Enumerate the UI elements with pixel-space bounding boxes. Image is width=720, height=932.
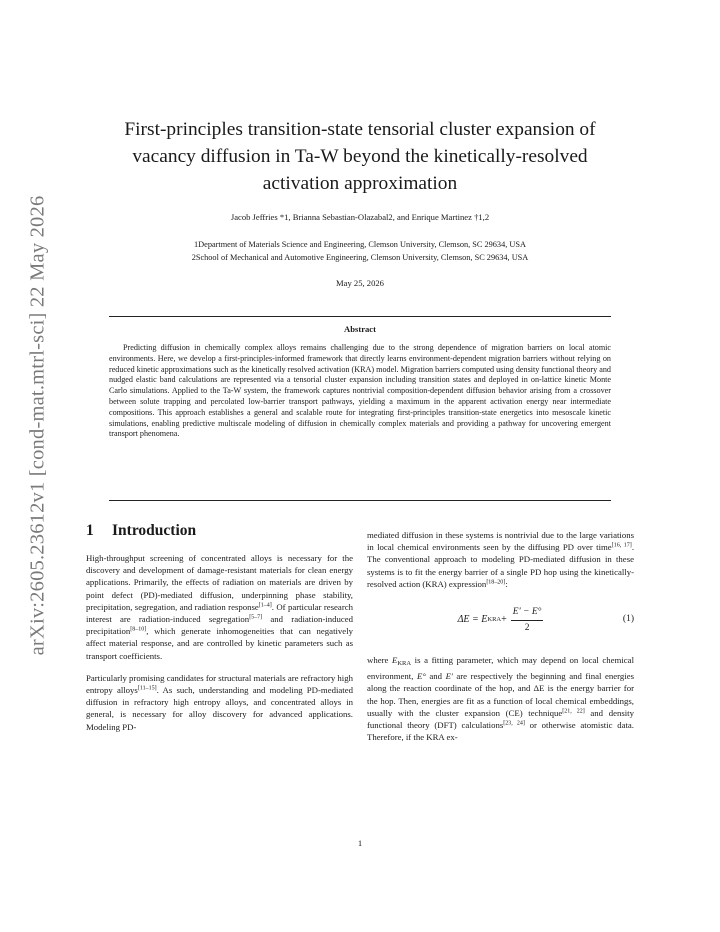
intro-paragraph-2: Particularly promising candidates for structural materials are refractory high entropy alloys[11–15]. As such, understanding and modeling PD-mediated diffusion in refractory high entropy alloys, and concentrated alloys in general, is necessary for alloy discovery for advanced applications. Modeling PD- <box>86 672 353 732</box>
author-list: Jacob Jeffries *1, Brianna Sebastian-Olazabal2, and Enrique Martinez †1,2 <box>230 212 490 222</box>
abstract-heading: Abstract <box>344 324 376 334</box>
kra-equation <box>367 600 634 640</box>
abstract-top-rule <box>109 316 611 317</box>
page-number: 1 <box>357 838 363 848</box>
citation[interactable]: [21, 22] <box>562 708 585 715</box>
equation-body: ΔE = E KRA + $\frac{E' - E^\circ}{2}$ <box>457 607 542 633</box>
citation[interactable]: [11–15] <box>137 685 157 692</box>
intro-paragraph-1: High-throughput screening of concentrated alloys is necessary for the discovery and development of damage-resistant materials for clean energy applications. Primarily, the effects of radiation on materials are driven by point defect (PD)-mediated diffusion, underpinning phase stability, precipitation, segregation, and radiation response[1–4]. Of particular research interest are radiation-induced segregation[5–7] and radiation-induced precipitation[8–10], which generate inhomogeneities that can negatively affect material response, and are controlled by kinetic parameters such as transport coefficients. <box>86 553 353 661</box>
affiliations <box>100 238 620 264</box>
intro-paragraph-3: mediated diffusion in these systems is nontrivial due to the large variations in local chemical environments seen by the diffusing PD over time[16, 17]. The conventional approach to modeling PD-mediated diffusion in these systems is to fit the energy barrier of a single PD hop using the kinetically-resolved action (KRA) expression[18–20]: <box>367 530 634 589</box>
citation[interactable]: [18–20] <box>486 579 506 586</box>
affiliation-1: 1Department of Materials Science and Engineering, Clemson University, Clemson, SC 29634, USA <box>194 240 526 249</box>
right-column <box>367 529 634 753</box>
left-column <box>86 521 353 743</box>
section-title: Introduction <box>112 522 197 539</box>
paper-title: First-principles transition-state tensorial cluster expansion of vacancy diffusion in Ta-W beyond the kinetically-resolved activation approximation <box>124 119 596 194</box>
equation-number: (1) <box>622 614 634 625</box>
intro-paragraph-4: where $E_{KRA}$ is a fitting parameter, which may depend on local chemical environment, E° and E′ are respectively the beginning and final energies along the reaction coordinate of the hop, and ΔE is the energy barrier for the hop. Then, energies are fit as a function of local chemical embeddings, usually with the cluster expansion (CE) technique[21, 22] and density functional theory (DFT) calculations[23, 24] or otherwise atomistic data. Therefore, if the KRA ex- <box>367 655 634 743</box>
arxiv-identifier-text: arXiv:2605.23612v1 [cond-mat.mtrl-sci] 22 May 2026 <box>26 195 49 655</box>
equation-fraction: $\frac{E' - E^\circ}{2}$ <box>512 607 542 633</box>
citation[interactable]: [5–7] <box>249 614 263 621</box>
arxiv-identifier-stamp <box>26 195 50 655</box>
affiliation-2: 2School of Mechanical and Automotive Engineering, Clemson University, Clemson, SC 29634, USA <box>191 253 529 262</box>
abstract-body: Predicting diffusion in chemically complex alloys remains challenging due to the strong dependence of migration barriers on local atomic environments. Here, we develop a first-principles-informed framework that directly learns environment-dependent migration barriers without relying on reduced kinetic approximations such as the kinetically resolved activation (KRA) model. Migration barriers computed using density functional theory and nudged elastic band calculations are represented via a tensorial cluster expansion including transition states and deployed in on-lattice kinetic Monte Carlo simulations. Applied to the Ta-W system, the framework captures nontrivial composition-dependent diffusion behavior arising from a crossover between solute trapping and percolated low-barrier transport pathways, yielding a maximum in the apparent activation energy near intermediate compositions. This approach establishes a general and scalable route for integrating first-principles transition-state energetics into mesoscale kinetic simulations, enabling predictive multiscale modeling of diffusion in chemically complex materials and providing a pathway for uncovering emergent transport phenomena. <box>109 343 611 439</box>
citation[interactable]: [23, 24] <box>503 720 525 727</box>
publication-date: May 25, 2026 <box>336 278 384 288</box>
citation[interactable]: [16, 17] <box>611 542 632 549</box>
citation[interactable]: [8–10] <box>130 626 147 633</box>
section-number: 1 <box>86 522 94 539</box>
abstract-bottom-rule <box>109 500 611 501</box>
citation[interactable]: [1–4] <box>258 602 272 609</box>
section-heading <box>86 521 353 541</box>
